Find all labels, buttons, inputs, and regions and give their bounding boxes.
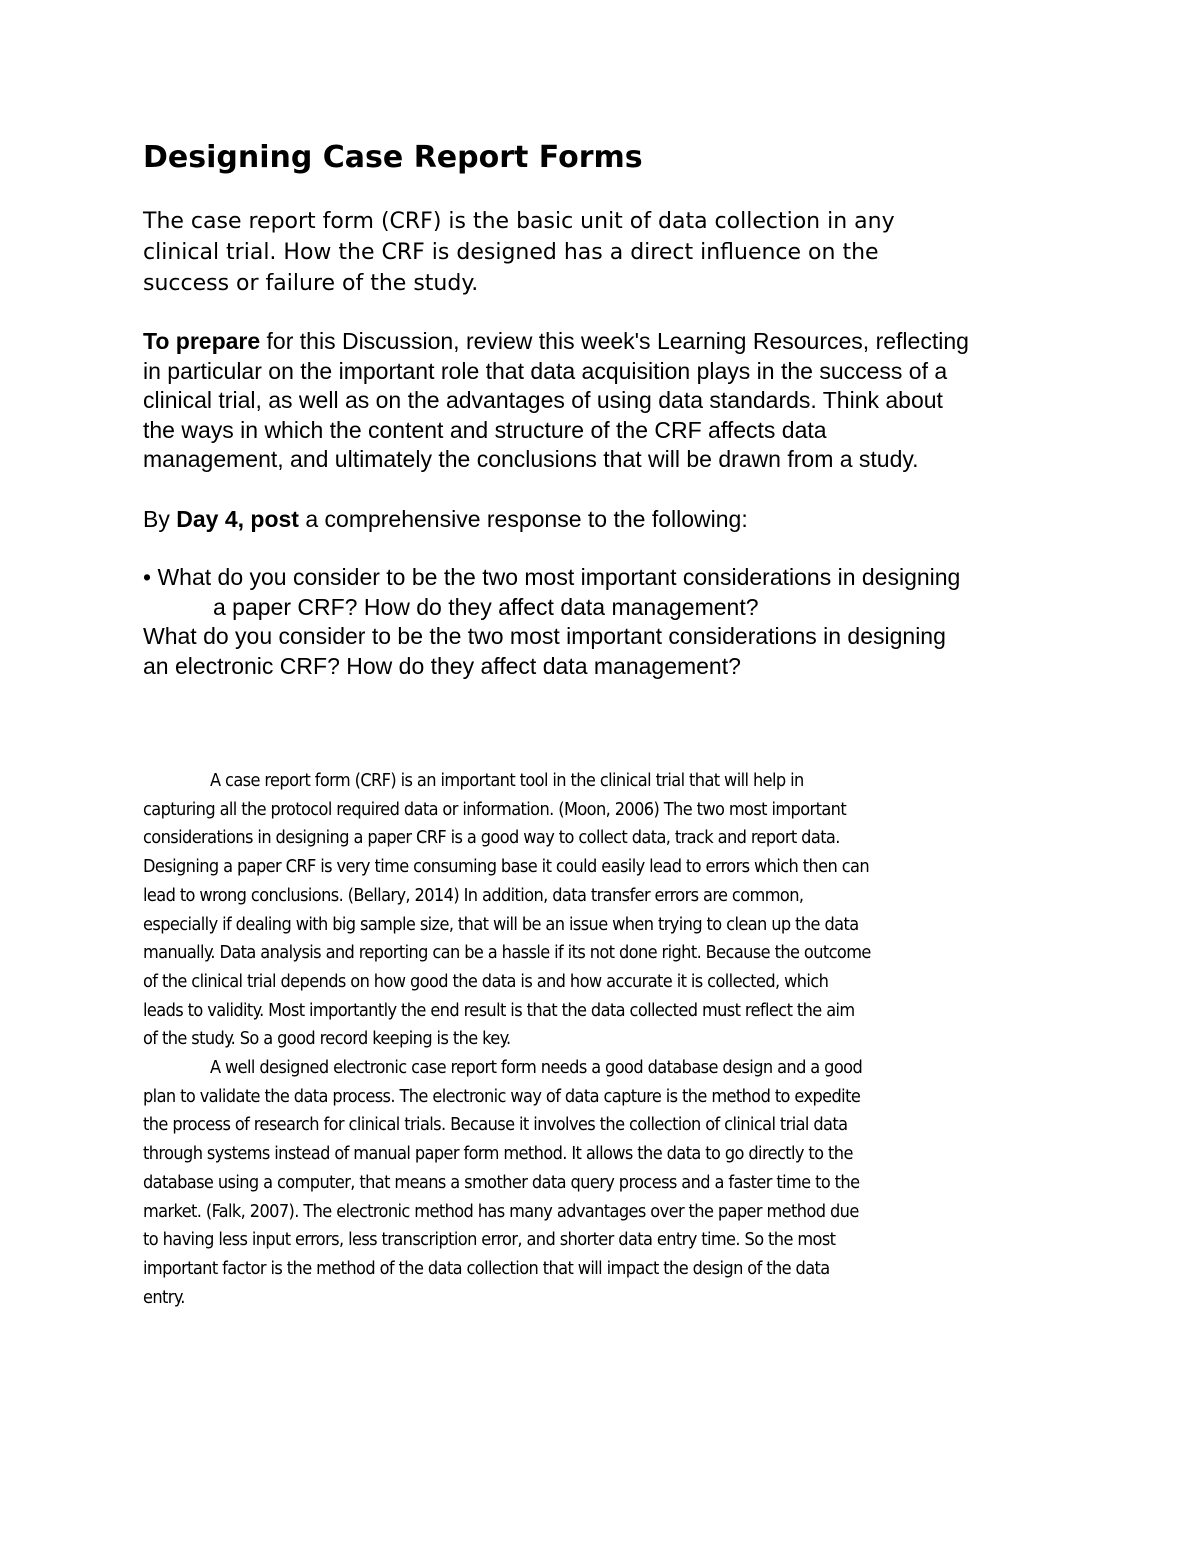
- intro-line: clinical trial. How the CRF is designed has a direct influence on the: [143, 240, 879, 265]
- prepare-line: management, and ultimately the conclusions that will be drawn from a study.: [143, 446, 919, 472]
- task-day: Day 4,: [176, 506, 244, 532]
- answer-p1-line: leads to validity. Most importantly the end result is that the data collected must reflect the aim: [143, 999, 855, 1021]
- answer-p1-line: lead to wrong conclusions. (Bellary, 2014) In addition, data transfer errors are common,: [143, 884, 804, 906]
- prepare-line: in particular on the important role that data acquisition plays in the success of a: [143, 357, 948, 384]
- intro-line: success or failure of the study.: [143, 271, 479, 296]
- answer-p2-line: the process of research for clinical trials. Because it involves the collection of clinical trial data: [143, 1114, 848, 1136]
- prepare-first-line-text: for this Discussion, review this week's Learning Resources, reflecting: [260, 328, 969, 354]
- bullet-icon: •: [143, 564, 152, 590]
- answer-p1-line: of the study. So a good record keeping is the key.: [143, 1028, 511, 1050]
- answer-p1-line: manually. Data analysis and reporting can be a hassle if its not done right. Because the outcome: [143, 942, 871, 964]
- answer-p1-line: of the clinical trial depends on how good the data is and how accurate it is collected, which: [143, 970, 829, 992]
- intro-line: The case report form (CRF) is the basic unit of data collection in any: [143, 209, 895, 234]
- answer-p1-line: capturing all the protocol required data or information. (Moon, 2006) The two most important: [143, 798, 847, 820]
- answer-p2-line: plan to validate the data process. The electronic way of data capture is the method to expedite: [143, 1085, 861, 1107]
- question-1-line-2: a paper CRF? How do they affect data management?: [213, 593, 759, 620]
- prepare-paragraph: [143, 327, 1103, 475]
- questions-list: [143, 563, 1103, 681]
- prepare-line: the ways in which the content and structure of the CRF affects data: [143, 416, 827, 443]
- answer-p2-line: A well designed electronic case report form needs a good database design and a good: [210, 1057, 863, 1079]
- prepare-line: clinical trial, as well as on the advantages of using data standards. Think about: [143, 387, 943, 413]
- question-1-line-1: [143, 563, 1103, 593]
- document-title: Designing Case Report Forms: [143, 140, 643, 175]
- answer-p1-line: especially if dealing with big sample size, that will be an issue when trying to clean up the data: [143, 913, 859, 935]
- question-2-line-1: What do you consider to be the two most important considerations in designing: [143, 623, 946, 649]
- prepare-bold-lead: To prepare: [143, 328, 261, 354]
- answer-body: [143, 767, 1063, 1312]
- answer-p2-line: through systems instead of manual paper form method. It allows the data to go directly to the: [143, 1143, 853, 1165]
- intro-paragraph: [143, 206, 1043, 299]
- answer-p2-line: database using a computer, that means a smother data query process and a faster time to the: [143, 1171, 860, 1193]
- task-by: By: [143, 506, 177, 532]
- answer-p1-line: Designing a paper CRF is very time consuming base it could easily lead to errors which then can: [143, 856, 870, 878]
- question-1-text: What do you consider to be the two most important considerations in designing: [151, 564, 961, 590]
- answer-p2-line: market. (Falk, 2007). The electronic method has many advantages over the paper method due: [143, 1200, 859, 1222]
- task-post: post: [250, 506, 299, 532]
- prepare-line: [143, 327, 1103, 357]
- answer-p1-line: considerations in designing a paper CRF is a good way to collect data, track and report data.: [143, 827, 840, 849]
- question-2-line-2: an electronic CRF? How do they affect data management?: [143, 652, 741, 679]
- task-instruction: [143, 505, 748, 534]
- task-rest: a comprehensive response to the following:: [298, 506, 748, 532]
- answer-p1-line: A case report form (CRF) is an important tool in the clinical trial that will help in: [210, 770, 804, 791]
- answer-p2-line: to having less input errors, less transcription error, and shorter data entry time. So the most: [143, 1229, 836, 1251]
- answer-p2-line: entry.: [143, 1286, 185, 1308]
- answer-p2-line: important factor is the method of the data collection that will impact the design of the data: [143, 1257, 830, 1279]
